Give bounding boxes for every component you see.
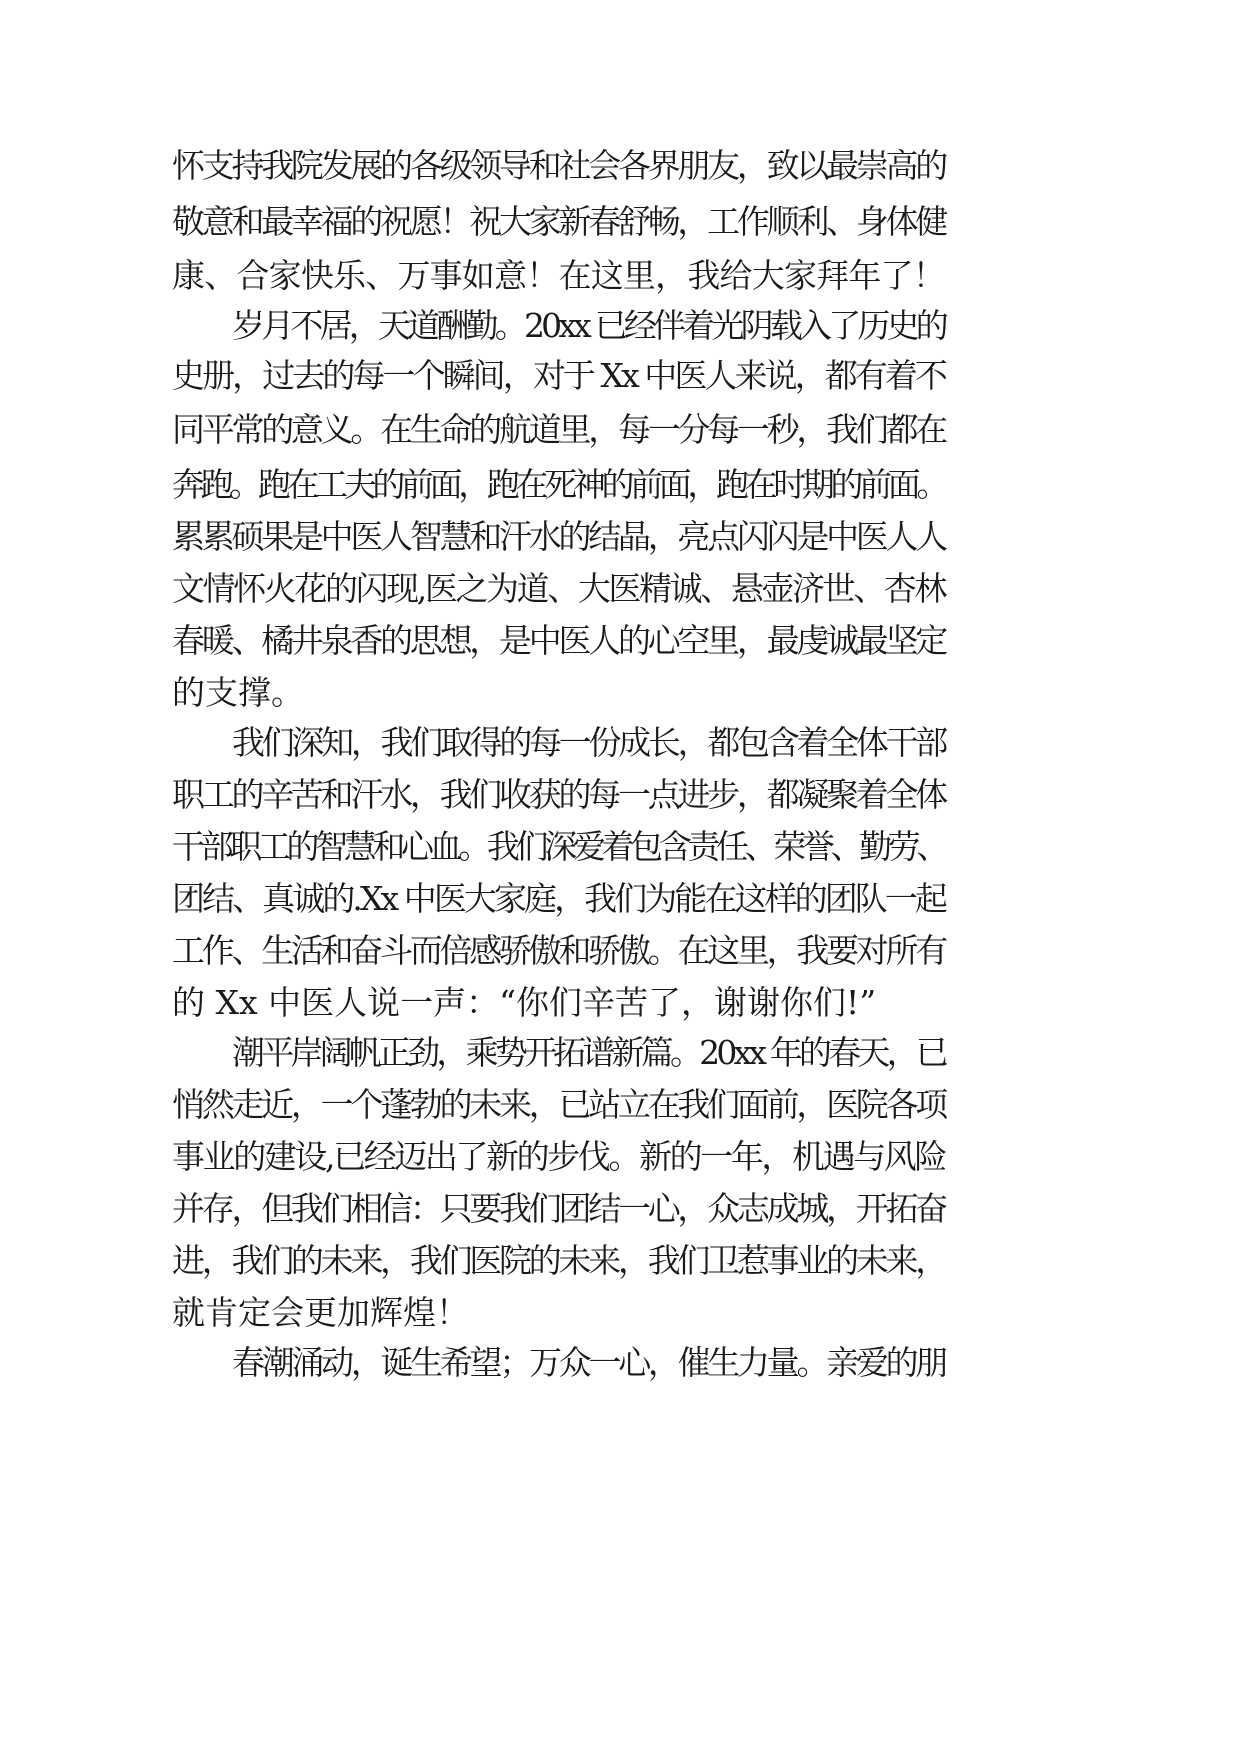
line-text: 事业的建设,已经迈出了新的步伐。新的一年，机遇与风险: [172, 1137, 945, 1176]
line-text: 悄然走近，一个蓬勃的未来，已站立在我们面前，医院各项: [172, 1085, 946, 1124]
line-text: 进，我们的未来，我们医院的未来，我们卫惹事业的未来，: [172, 1241, 946, 1280]
text-line: [0, 1231, 1241, 1291]
line-text: 的 Xx 中医人说一声：“你们辛苦了，谢谢你们!”: [172, 983, 877, 1022]
text-line: [0, 1127, 1241, 1187]
line-text: 康、合家快乐、万事如意！在这里，我给大家拜年了！: [172, 256, 946, 295]
line-text: 同平常的意义。在生命的航道里，每一分每一秒，我们都在: [172, 410, 946, 449]
line-text: 干部职工的智慧和心血。我们深爱着包含责任、荣誉、勤劳、: [172, 827, 946, 866]
line-text: 潮平岸阔帆正劲，乘势开拓谱新篇。20xx 年的春天，已: [232, 1033, 945, 1072]
line-text: 并存，但我们相信：只要我们团结一心，众志成城，开拓奋: [172, 1189, 946, 1228]
text-line: [0, 713, 1241, 773]
line-text: 敬意和最幸福的祝愿！祝大家新春舒畅，工作顺利、身体健: [172, 202, 946, 241]
line-text: 春潮涌动，诞生希望；万众一心，催生力量。亲爱的朋: [232, 1343, 946, 1382]
text-line: [0, 455, 1241, 515]
line-text: 史册，过去的每一个瞬间，对于 Xx 中医人来说，都有着不: [172, 356, 945, 395]
line-text: 奔跑。跑在工夫的前面，跑在死神的前面，跑在时期的前面。: [172, 465, 946, 504]
line-text: 怀支持我院发展的各级领导和社会各界朋友，致以最崇高的: [172, 146, 946, 185]
text-line: [0, 869, 1241, 929]
text-line: [0, 192, 1241, 252]
line-text: 文情怀火花的闪现,医之为道、大医精诚、悬壶济世、杏林: [172, 569, 945, 608]
text-line: [0, 611, 1241, 671]
text-line: [0, 346, 1241, 406]
text-line: [0, 559, 1241, 619]
line-text: 岁月不居，天道酬勤。20xx 已经伴着光阴载入了历史的: [232, 306, 945, 345]
line-text: 累累硕果是中医人智慧和汗水的结晶，亮点闪闪是中医人人: [172, 517, 946, 556]
line-text: 工作、生活和奋斗而倍感骄傲和骄傲。在这里，我要对所有: [172, 931, 946, 970]
text-line: [0, 136, 1241, 196]
text-line: [0, 921, 1241, 981]
line-text: 职工的辛苦和汗水，我们收获的每一点进步，都凝聚着全体: [172, 775, 946, 814]
line-text: 就肯定会更加辉煌！: [172, 1293, 469, 1332]
line-text: 我们深知，我们取得的每一份成长，都包含着全体干部: [232, 723, 946, 762]
text-line: [0, 1075, 1241, 1135]
line-text: 春暖、橘井泉香的思想，是中医人的心空里，最虔诚最坚定: [172, 621, 946, 660]
text-line: [0, 765, 1241, 825]
text-line: [0, 817, 1241, 877]
text-line: [0, 400, 1241, 460]
text-line: [0, 1023, 1241, 1083]
line-text: 的支撑。: [172, 673, 304, 712]
text-line: [0, 1333, 1241, 1393]
text-line: [0, 507, 1241, 567]
line-text: 团结、真诚的.Xx 中医大家庭，我们为能在这样的团队一起: [172, 879, 945, 918]
text-line: [0, 1179, 1241, 1239]
